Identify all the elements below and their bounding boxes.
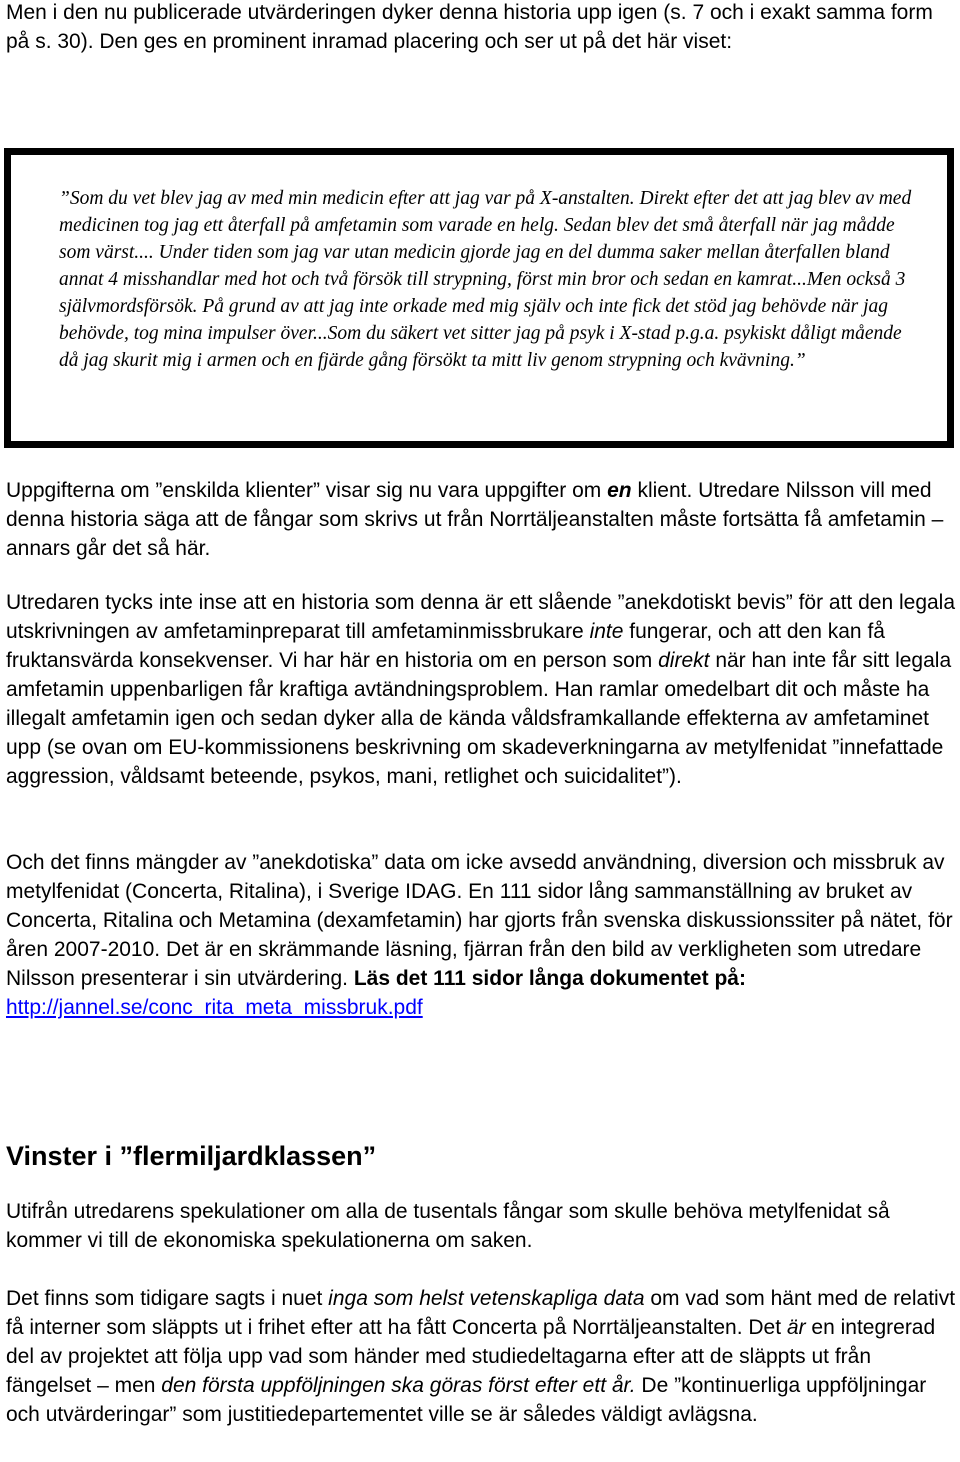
emphasis-text: direkt	[658, 649, 710, 672]
bold-text: Läs det 111 sidor långa dokumentet på:	[353, 967, 746, 990]
text-run: en integrerad del av projektet att följa upp vad som händer med studiedeltagarna efter att de släppts ut från fängelset – men	[6, 1316, 936, 1397]
quote-text: ”Som du vet blev jag av med min medicin efter att jag var på X-anstalten. Direkt efter det att jag blev av med medicinen tog jag ett återfall på amfetamin som varade en helg. Sedan blev det små återfall när jag mådde som värst.... Under tiden som jag var utan medicin gjorde jag en del dumma saker mellan återfallen bland annat 4 misshandlar med hot och två försök till strypning, först min bror och sedan en kamrat...Men också 3 självmordsförsök. På grund av att jag inte orkade med mig själv och inte fick det stöd jag behövde när jag behövde, tog mina impulser över...Som du säkert vet sitter jag på psyk i X-stad p.g.a. psykiskt dåligt mående då jag skurit mig i armen och en fjärde gång försökt ta mitt liv genom strypning och kvävning.”	[59, 188, 912, 371]
paragraph-speculations	[6, 1197, 956, 1255]
intro-paragraph	[6, 0, 956, 56]
emphasis-text: inga som helst vetenskapliga data	[328, 1287, 645, 1310]
text-run: om vad som hänt med de relativt få interner som släppts ut i frihet efter att ha fått Concerta på Norrtäljeanstalten. Det	[6, 1287, 956, 1339]
quote-box	[4, 148, 954, 448]
text-run: Uppgifterna om ”enskilda klienter” visar sig nu vara uppgifter om	[6, 479, 608, 502]
document-link[interactable]: http://jannel.se/conc_rita_meta_missbruk.pdf	[6, 996, 423, 1019]
intro-text: Men i den nu publicerade utvärderingen dyker denna historia upp igen (s. 7 och i exakt samma form på s. 30). Den ges en prominent inramad placering och ser ut på det här viset:	[6, 1, 933, 53]
text-run: när han inte får sitt legala amfetamin uppenbarligen får kraftiga avtändningsproblem. Han ramlar omedelbart dit och måste ha illegalt amfetamin igen och sedan dyker alla de kända våldsframkallande effekterna av amfetaminet upp (se ovan om EU-kommissionens beskrivning om skadeverkningarna av metylfenidat ”innefattade aggression, våldsamt beteende, psykos, mani, retlighet och suicidalitet”).	[6, 649, 952, 788]
section-heading: Vinster i ”flermiljardklassen”	[6, 1141, 377, 1171]
emphasis-text: den första uppföljningen ska göras först efter ett år.	[161, 1374, 636, 1397]
emphasis-text: inte	[589, 620, 624, 643]
paragraph-clients	[6, 476, 956, 563]
text-run: Och det finns mängder av ”anekdotiska” data om icke avsedd användning, diversion och missbruk av metylfenidat (Concerta, Ritalina), i Sverige IDAG. En 111 sidor lång sammanställning av bruket av Concerta, Ritalina och Metamina (dexamfetamin) har gjorts från svenska diskussionssiter på nätet, för åren 2007-2010. Det är en skrämmande läsning, fjärran från den bild av verkligheten som utredare Nilsson presenterar i sin utvärdering.	[6, 851, 953, 990]
emphasis-text: en	[607, 479, 632, 502]
text-run: fungerar, och att den kan få fruktansvärda konsekvenser. Vi har här en historia om en person som	[6, 620, 885, 672]
text-run: klient. Utredare Nilsson vill med denna historia säga att de fångar som skrivs ut från Norrtäljeanstalten måste fortsätta få amfetamin – annars går det så här.	[6, 479, 944, 560]
paragraph-anecdotal-evidence	[6, 588, 956, 791]
text-run: Utredaren tycks inte inse att en historia som denna är ett slående ”anekdotiskt bevis” för att den legala utskrivningen av amfetaminpreparat till amfetaminmissbrukare	[6, 591, 956, 643]
text-run: Det finns som tidigare sagts i nuet	[6, 1287, 329, 1310]
paragraph-anecdotal-data	[6, 848, 956, 1022]
emphasis-text: är	[786, 1316, 806, 1339]
paragraph-no-data	[6, 1284, 956, 1429]
text-run: De ”kontinuerliga uppföljningar och utvärderingar” som justitiedepartementet ville se är således väldigt avlägsna.	[6, 1374, 927, 1426]
text-run: Utifrån utredarens spekulationer om alla de tusentals fångar som skulle behöva metylfenidat så kommer vi till de ekonomiska spekulationerna om saken.	[6, 1200, 890, 1252]
